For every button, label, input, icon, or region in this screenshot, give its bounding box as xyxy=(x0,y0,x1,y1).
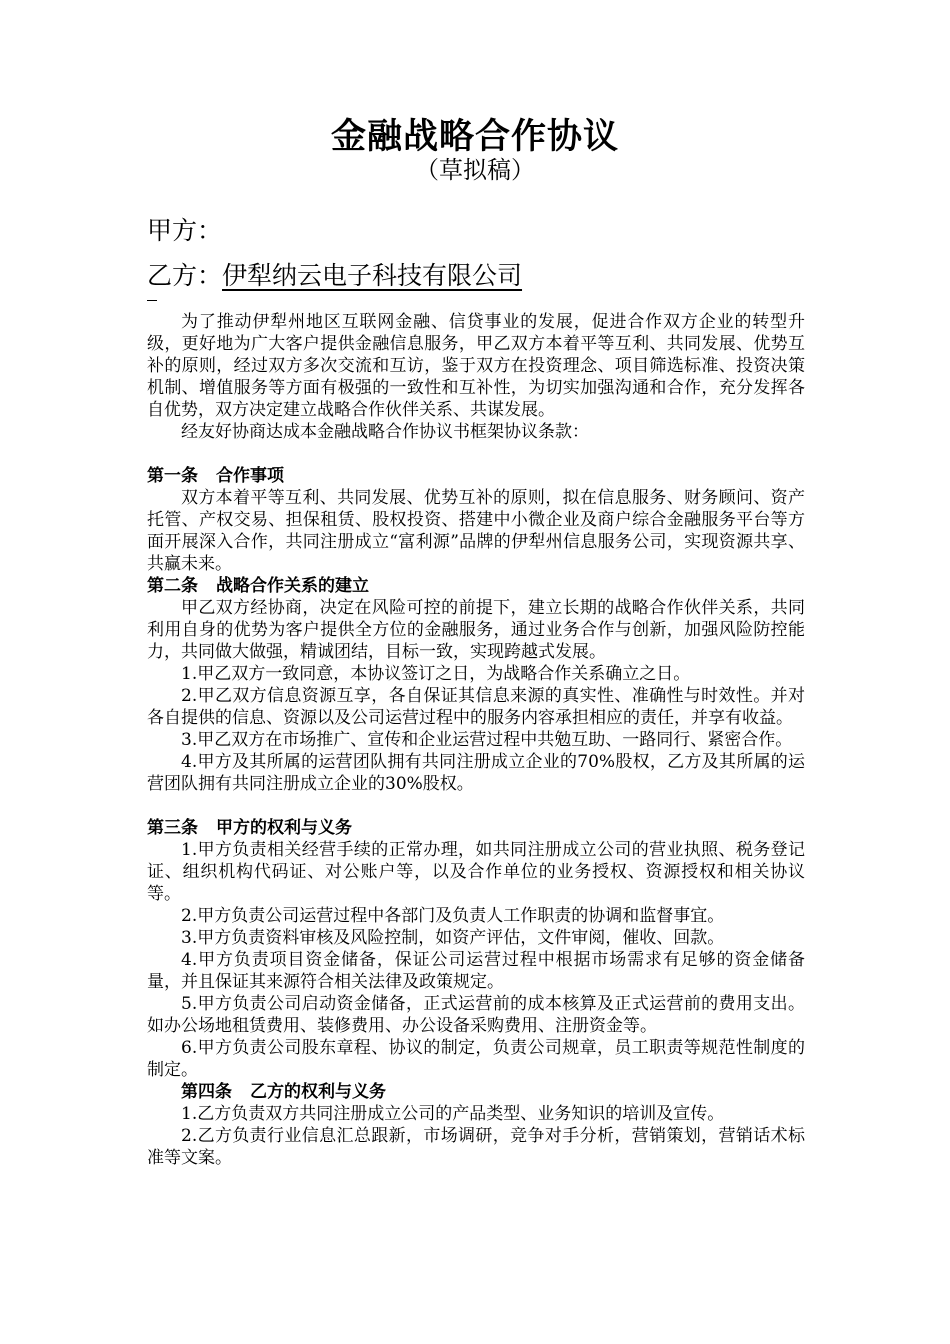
article-paragraph: 1.甲乙双方一致同意，本协议签订之日，为战略合作关系确立之日。 xyxy=(181,664,691,684)
article-paragraph: 5.甲方负责公司启动资金储备，正式运营前的成本核算及正式运营前的费用支出。如办公场地租赁费用、装修费用、办公设备采购费用、注册资金等。 xyxy=(147,994,805,1036)
article-number: 第一条 xyxy=(147,466,198,486)
article-3-heading xyxy=(147,817,805,839)
party-b-line xyxy=(147,259,522,293)
spacer xyxy=(147,443,805,465)
intro-paragraph: 经友好协商达成本金融战略合作协议书框架协议条款： xyxy=(181,422,589,442)
document-subtitle: （草拟稿） xyxy=(415,156,535,184)
party-a-line xyxy=(147,214,222,248)
article-paragraph: 双方本着平等互利、共同发展、优势互补的原则，拟在信息服务、财务顾问、资产托管、产权交易、担保租赁、股权投资、搭建中小微企业及商户综合金融服务平台等方面开展深入合作，共同注册成立“富利源”品牌的伊犁州信息服务公司，实现资源共享、共赢未来。 xyxy=(147,488,805,574)
separator-mark xyxy=(147,300,157,301)
article-paragraph: 甲乙双方经协商，决定在风险可控的前提下，建立长期的战略合作伙伴关系，共同利用自身的优势为客户提供全方位的金融服务，通过业务合作与创新，加强风险防控能力，共同做大做强，精诚团结，目标一致，实现跨越式发展。 xyxy=(147,598,805,662)
party-b-label: 乙方： xyxy=(147,261,223,290)
article-paragraph: 3.甲乙双方在市场推广、宣传和企业运营过程中共勉互助、一路同行、紧密合作。 xyxy=(181,730,793,750)
article-number: 第四条 xyxy=(181,1082,232,1102)
article-number: 第三条 xyxy=(147,818,198,838)
article-paragraph: 4.甲方及其所属的运营团队拥有共同注册成立企业的70%股权，乙方及其所属的运营团队拥有共同注册成立企业的30%股权。 xyxy=(147,752,805,794)
document-body xyxy=(147,311,805,1169)
article-4-heading xyxy=(147,1081,805,1103)
article-title: 战略合作关系的建立 xyxy=(216,576,369,596)
article-1-heading xyxy=(147,465,805,487)
article-title: 甲方的权利与义务 xyxy=(216,818,352,838)
intro-paragraph: 为了推动伊犁州地区互联网金融、信贷事业的发展，促进合作双方企业的转型升级，更好地为广大客户提供金融信息服务，甲乙双方本着平等互利、共同发展、优势互补的原则，经过双方多次交流和互访，鉴于双方在投资理念、项目筛选标准、投资决策机制、增值服务等方面有极强的一致性和互补性，为切实加强沟通和合作，充分发挥各自优势，双方决定建立战略合作伙伴关系、共谋发展。 xyxy=(147,312,805,420)
article-number: 第二条 xyxy=(147,576,198,596)
article-paragraph: 1.乙方负责双方共同注册成立公司的产品类型、业务知识的培训及宣传。 xyxy=(181,1104,725,1124)
article-paragraph: 3.甲方负责资料审核及风险控制，如资产评估，文件审阅，催收、回款。 xyxy=(181,928,725,948)
article-paragraph: 2.乙方负责行业信息汇总跟新，市场调研，竞争对手分析，营销策划，营销话术标准等文案。 xyxy=(147,1126,805,1168)
party-b-name: 伊犁纳云电子科技有限公司 xyxy=(222,261,523,290)
article-paragraph: 1.甲方负责相关经营手续的正常办理，如共同注册成立公司的营业执照、税务登记证、组织机构代码证、对公账户等，以及合作单位的业务授权、资源授权和相关协议等。 xyxy=(147,840,805,904)
article-title: 乙方的权利与义务 xyxy=(250,1082,386,1102)
spacer xyxy=(147,795,805,817)
article-2-heading xyxy=(147,575,805,597)
article-paragraph: 2.甲乙双方信息资源互享，各自保证其信息来源的真实性、准确性与时效性。并对各自提供的信息、资源以及公司运营过程中的服务内容承担相应的责任，并享有收益。 xyxy=(147,686,805,728)
party-a-label: 甲方： xyxy=(147,216,223,245)
document-title: 金融战略合作协议 xyxy=(330,116,619,157)
article-paragraph: 4.甲方负责项目资金储备，保证公司运营过程中根据市场需求有足够的资金储备量，并且保证其来源符合相关法律及政策规定。 xyxy=(147,950,805,992)
article-paragraph: 6.甲方负责公司股东章程、协议的制定，负责公司规章，员工职责等规范性制度的制定。 xyxy=(147,1038,805,1080)
article-title: 合作事项 xyxy=(216,466,284,486)
article-paragraph: 2.甲方负责公司运营过程中各部门及负责人工作职责的协调和监督事宜。 xyxy=(181,906,725,926)
